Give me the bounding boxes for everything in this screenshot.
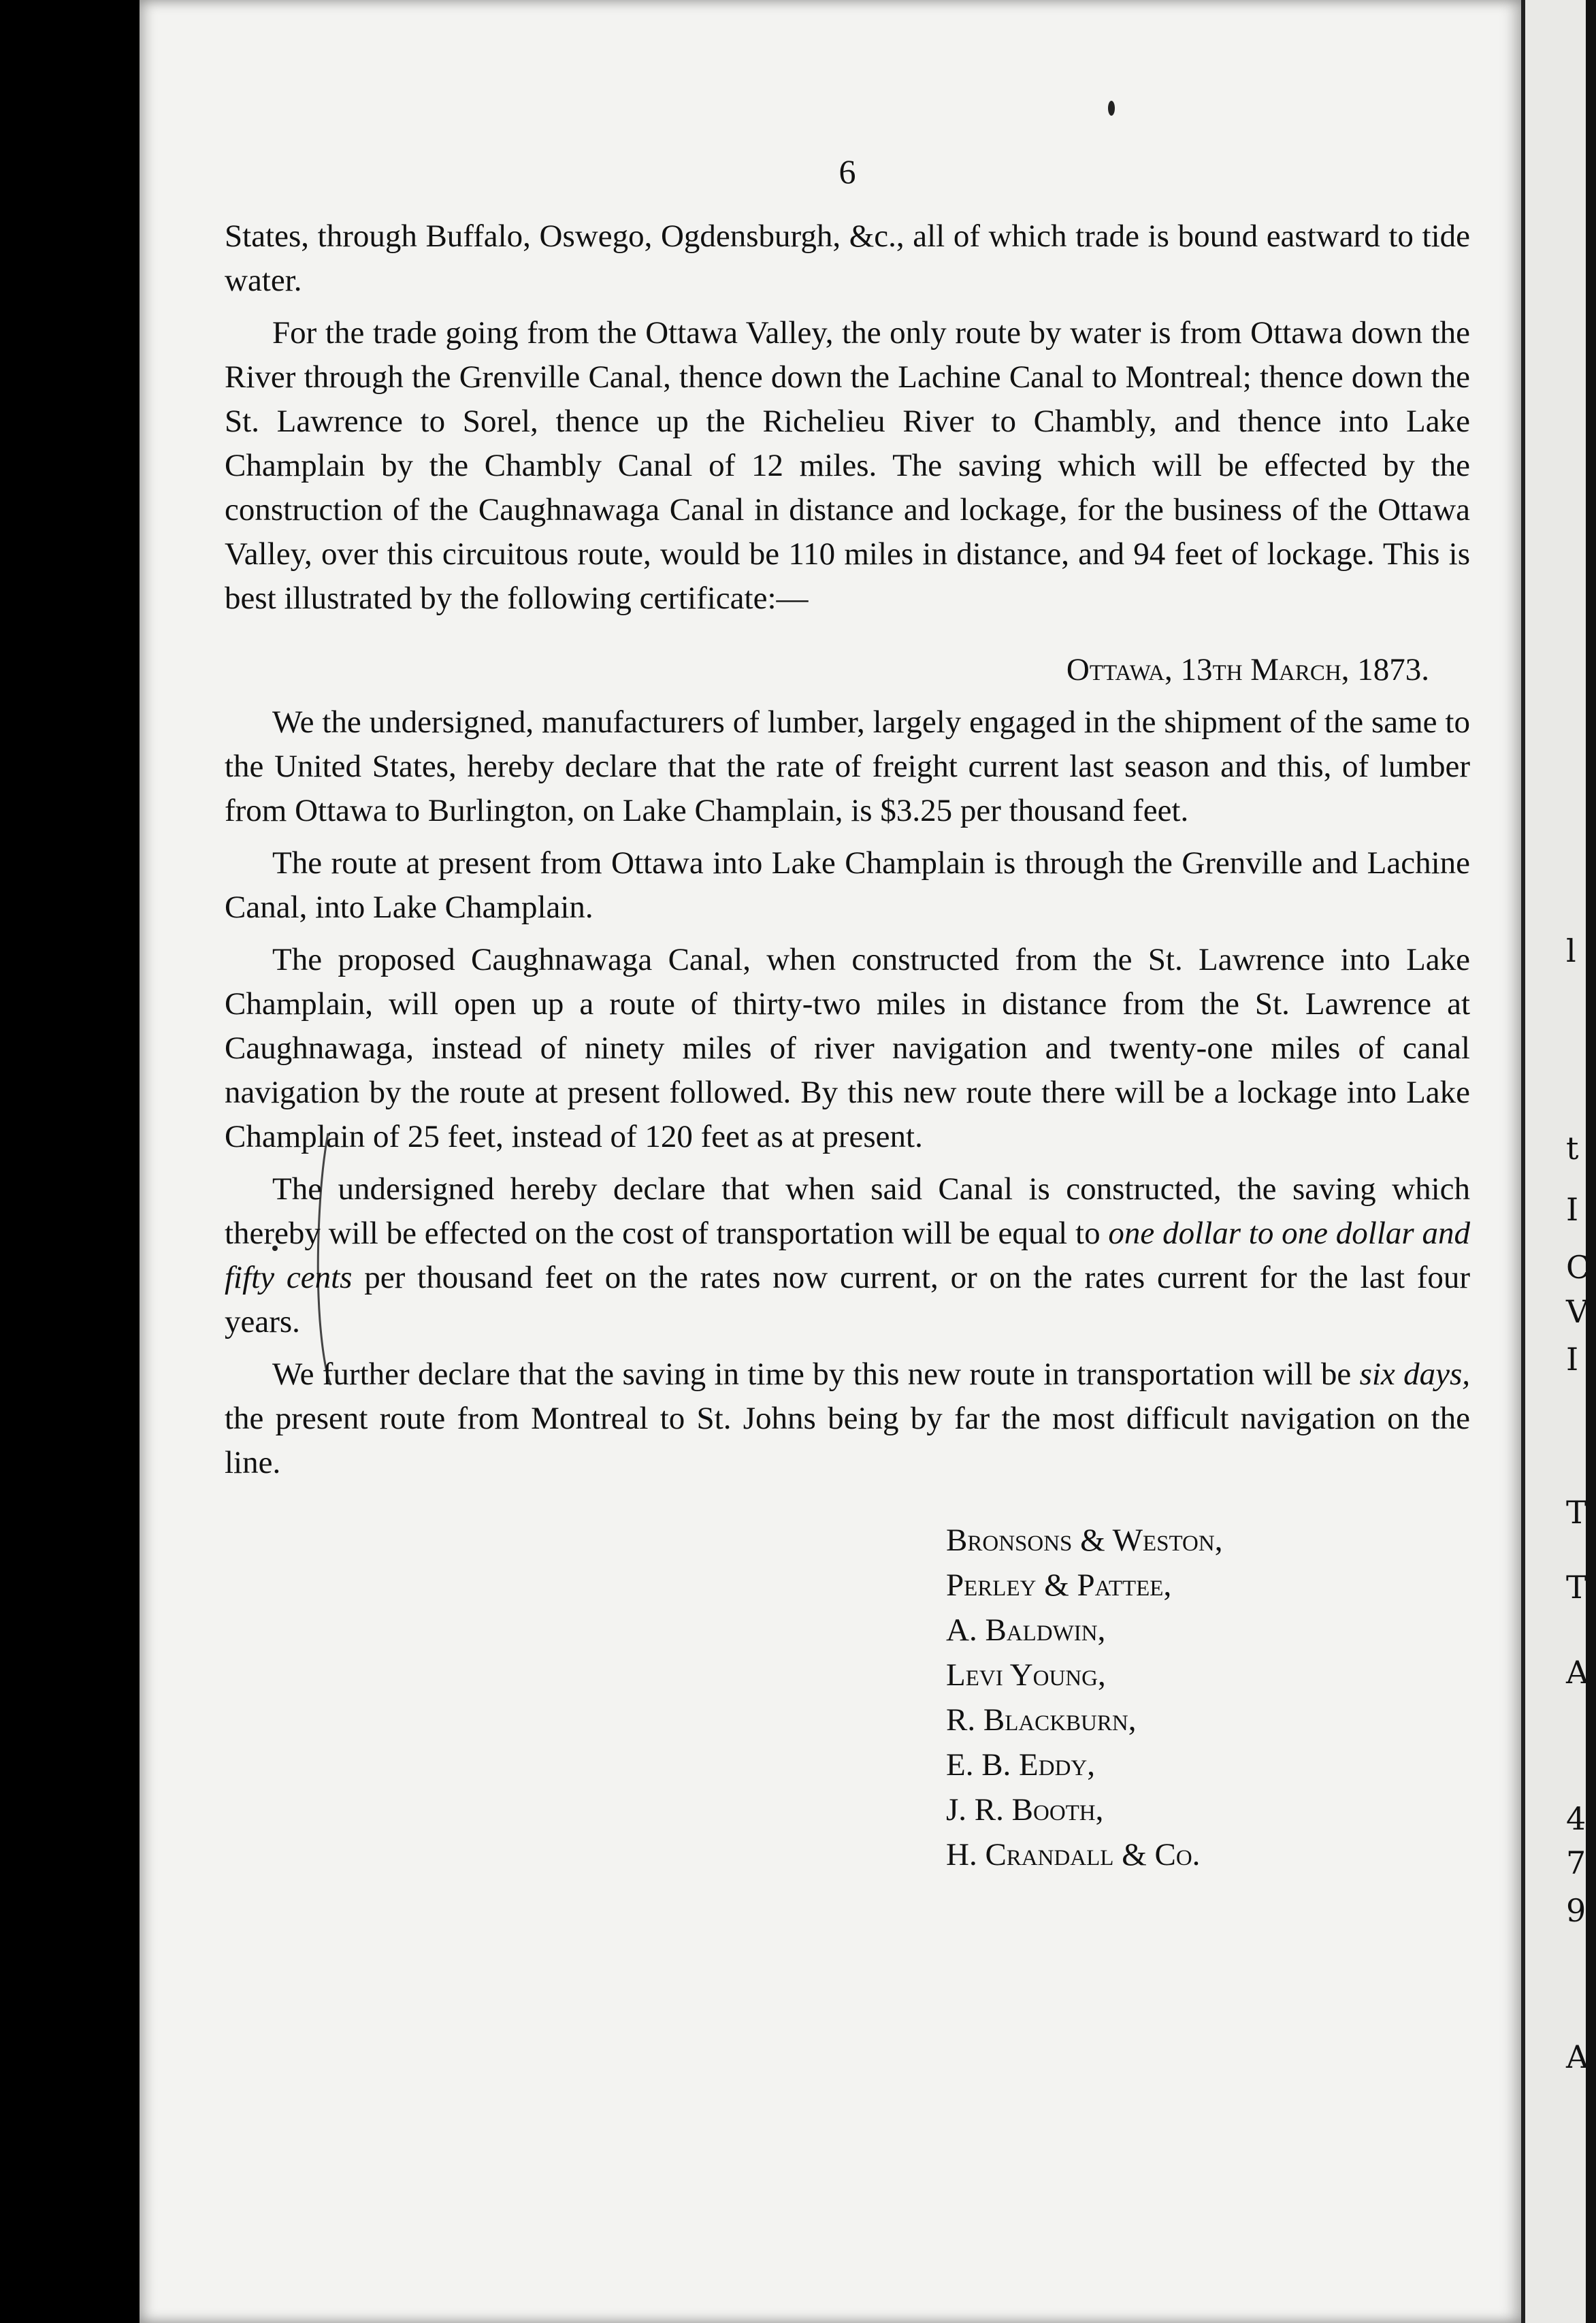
text-run: The undersigned hereby declare that when said Canal is constructed, the saving which thereby will be effected on the cost of transportation will be equal to bbox=[225, 1171, 1470, 1251]
paragraph: States, through Buffalo, Oswego, Ogdensburgh, &c., all of which trade is bound eastward to tide water. bbox=[225, 218, 1470, 298]
signatory: Levi Young, bbox=[946, 1657, 1106, 1693]
certificate-paragraph: The route at present from Ottawa into Lake Champlain is through the Grenville and Lachine Canal, into Lake Champlain. bbox=[225, 845, 1470, 925]
text-run: We further declare that the saving in time by this new route in transportation will be bbox=[272, 1357, 1352, 1392]
edge-letter: I bbox=[1566, 1191, 1579, 1228]
italic-time: six days, bbox=[1359, 1357, 1471, 1392]
page-number: 6 bbox=[838, 152, 856, 191]
edge-letter: C bbox=[1566, 1249, 1591, 1286]
edge-letter: l bbox=[1566, 932, 1576, 969]
signatory: J. R. Booth, bbox=[946, 1792, 1104, 1827]
certificate-paragraph: We the undersigned, manufacturers of lumber, largely engaged in the shipment of the same to the United States, hereby declare that the rate of freight current last season and this, of lumber from Ottawa to Burlington, on Lake Champlain, is $3.25 per thousand feet. bbox=[225, 704, 1470, 828]
text-run: per thousand feet on the rates now current, or on the rates current for the last four years. bbox=[225, 1260, 1471, 1339]
edge-letter: I bbox=[1566, 1341, 1579, 1378]
signatory: R. Blackburn, bbox=[946, 1702, 1137, 1738]
edge-letter: T bbox=[1566, 1494, 1587, 1531]
edge-letter: A bbox=[1566, 1654, 1589, 1691]
ink-speck bbox=[1108, 101, 1115, 116]
certificate-paragraph bbox=[225, 1167, 1470, 1344]
edge-letter: 4 bbox=[1566, 1800, 1586, 1837]
signatory: H. Crandall & Co. bbox=[946, 1837, 1201, 1872]
signatory: Perley & Pattee, bbox=[946, 1567, 1172, 1603]
italic-amount: one dollar to one dollar and fifty cents bbox=[225, 1216, 1471, 1295]
signatory: Bronsons & Weston, bbox=[946, 1523, 1223, 1558]
signatories bbox=[946, 1518, 1470, 1877]
edge-letter: 7, bbox=[1566, 1845, 1596, 1881]
edge-letter: T bbox=[1566, 1569, 1587, 1606]
text-run: the present route from Montreal to St. Johns being by far the most difficult navigation on the line. bbox=[225, 1401, 1470, 1480]
signatory: A. Baldwin, bbox=[946, 1612, 1106, 1648]
edge-letter: 9 bbox=[1566, 1892, 1586, 1929]
page-text bbox=[225, 150, 1470, 1877]
certificate-paragraph bbox=[225, 1352, 1470, 1485]
signatory: E. B. Eddy, bbox=[946, 1747, 1096, 1783]
edge-letter: t bbox=[1566, 1130, 1579, 1167]
certificate-paragraph: The proposed Caughnawaga Canal, when constructed from the St. Lawrence into Lake Champlain, will open up a route of thirty-two miles in distance from the St. Lawrence at Caughnawaga, instead of ninety miles of river navigation and twenty-one miles of canal navigation by the route at present followed. By this new route there will be a lockage into Lake Champlain of 25 feet, instead of 120 feet as at present. bbox=[225, 942, 1470, 1154]
paragraph: For the trade going from the Ottawa Valley, the only route by water is from Ottawa down the River through the Grenville Canal, thence down the Lachine Canal to Montreal; thence down the St. Lawrence to Sorel, thence up the Richelieu River to Chambly, and thence into Lake Champlain by the Chambly Canal of 12 miles. The saving which will be effected by the construction of the Caughnawaga Canal in distance and lockage, for the business of the Ottawa Valley, over this circuitous route, would be 110 miles in distance, and 94 feet of lockage. This is best illustrated by the following certificate:— bbox=[225, 315, 1470, 616]
edge-letter: A bbox=[1566, 2038, 1589, 2075]
edge-letter: V bbox=[1566, 1293, 1589, 1330]
left-scan-margin bbox=[0, 0, 140, 2323]
adjacent-page-edge bbox=[1521, 0, 1596, 2323]
certificate-dateline: Ottawa, 13th March, 1873. bbox=[1066, 652, 1429, 687]
